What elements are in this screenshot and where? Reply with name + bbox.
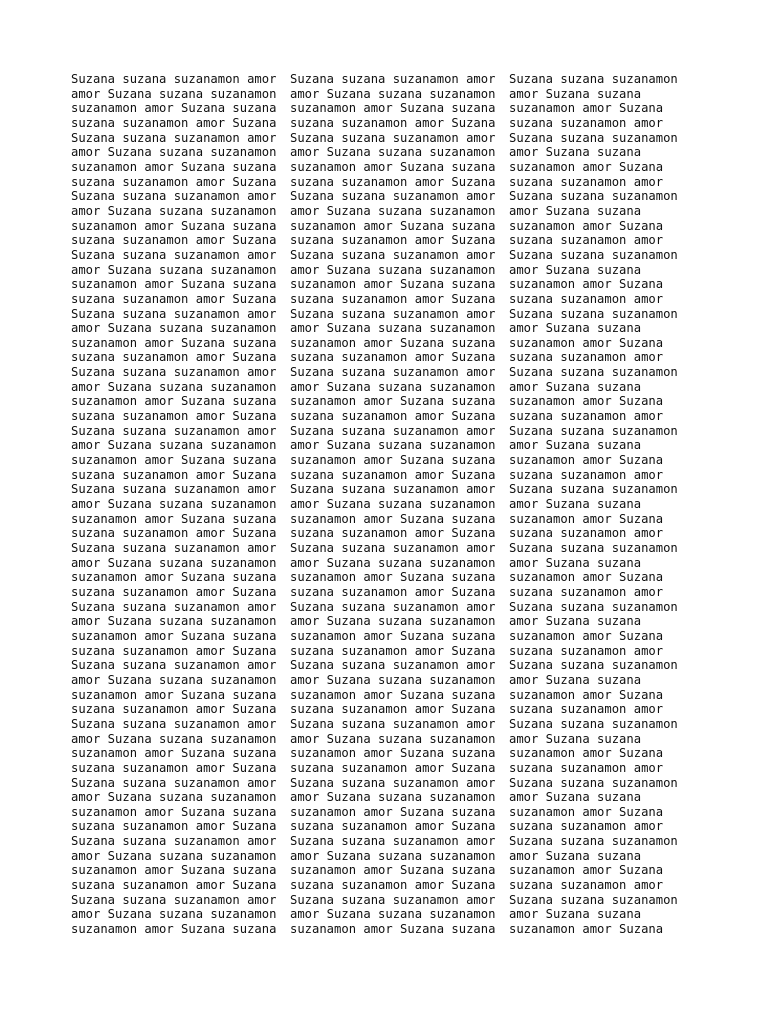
- text-line: suzana suzanamon amor: [509, 878, 664, 893]
- text-line: Suzana suzana suzanamon amor: [290, 834, 496, 849]
- text-column-1: [71, 72, 276, 937]
- text-line: suzanamon amor Suzana suzana: [71, 863, 277, 878]
- text-line: suzanamon amor Suzana suzana: [290, 922, 496, 937]
- text-line: suzanamon amor Suzana: [509, 394, 664, 409]
- text-line: amor Suzana suzana: [509, 497, 642, 512]
- text-line: suzanamon amor Suzana: [509, 453, 664, 468]
- text-line: Suzana suzana suzanamon: [509, 72, 678, 86]
- text-line: suzanamon amor Suzana: [509, 335, 664, 350]
- text-line: suzana suzanamon amor: [509, 584, 664, 599]
- text-line: suzana suzanamon amor: [509, 115, 664, 130]
- text-line: suzana suzanamon amor Suzana: [290, 350, 496, 365]
- text-line: amor Suzana suzana suzanamon: [290, 86, 496, 101]
- text-line: suzanamon amor Suzana suzana: [71, 159, 277, 174]
- text-line: amor Suzana suzana: [509, 145, 642, 160]
- text-line: Suzana suzana suzanamon amor: [290, 541, 496, 555]
- text-line: suzana suzanamon amor Suzana: [71, 291, 277, 306]
- text-line: amor Suzana suzana suzanamon: [290, 731, 496, 746]
- text-line: suzanamon amor Suzana suzana: [71, 687, 277, 702]
- text-line: suzanamon amor Suzana suzana: [290, 159, 496, 174]
- text-line: amor Suzana suzana suzanamon: [71, 497, 277, 512]
- text-line: suzanamon amor Suzana suzana: [290, 394, 496, 409]
- text-line: Suzana suzana suzanamon amor: [71, 892, 277, 907]
- text-line: amor Suzana suzana suzanamon: [290, 379, 496, 394]
- text-line: amor Suzana suzana suzanamon: [290, 203, 496, 218]
- text-line: suzana suzanamon amor Suzana: [71, 760, 277, 775]
- text-line: suzana suzanamon amor: [509, 643, 664, 658]
- text-line: Suzana suzana suzanamon amor: [71, 716, 277, 731]
- text-line: suzanamon amor Suzana suzana: [290, 453, 496, 468]
- text-line: amor Suzana suzana suzanamon: [71, 848, 277, 863]
- text-line: amor Suzana suzana suzanamon: [71, 438, 277, 453]
- text-line: suzanamon amor Suzana suzana: [71, 218, 277, 233]
- text-line: amor Suzana suzana: [509, 86, 642, 101]
- text-line: Suzana suzana suzanamon amor: [290, 658, 496, 673]
- text-line: suzanamon amor Suzana: [509, 687, 664, 702]
- text-line: amor Suzana suzana suzanamon: [290, 614, 496, 629]
- text-line: suzanamon amor Suzana suzana: [290, 277, 496, 292]
- text-line: suzana suzanamon amor Suzana: [290, 878, 496, 893]
- text-line: amor Suzana suzana: [509, 790, 642, 805]
- text-line: amor Suzana suzana suzanamon: [290, 672, 496, 687]
- text-line: Suzana suzana suzanamon: [509, 834, 678, 849]
- text-line: suzanamon amor Suzana suzana: [290, 570, 496, 585]
- text-line: suzana suzanamon amor Suzana: [290, 643, 496, 658]
- text-line: Suzana suzana suzanamon amor: [290, 716, 496, 731]
- text-column-3: [509, 72, 678, 937]
- text-line: suzana suzanamon amor Suzana: [71, 233, 277, 248]
- text-line: suzanamon amor Suzana suzana: [71, 922, 277, 937]
- text-line: suzana suzanamon amor Suzana: [71, 526, 277, 541]
- text-line: amor Suzana suzana suzanamon: [290, 262, 496, 277]
- text-line: amor Suzana suzana suzanamon: [71, 731, 277, 746]
- text-line: suzanamon amor Suzana suzana: [290, 511, 496, 526]
- text-line: amor Suzana suzana suzanamon: [71, 614, 277, 629]
- text-line: Suzana suzana suzanamon: [509, 716, 678, 731]
- text-line: suzanamon amor Suzana: [509, 218, 664, 233]
- text-line: suzanamon amor Suzana suzana: [290, 335, 496, 350]
- text-line: suzana suzanamon amor: [509, 233, 664, 248]
- text-line: suzana suzanamon amor Suzana: [290, 174, 496, 189]
- text-line: suzanamon amor Suzana: [509, 511, 664, 526]
- text-line: Suzana suzana suzanamon amor: [290, 892, 496, 907]
- text-line: Suzana suzana suzanamon amor: [71, 834, 277, 849]
- text-line: suzana suzanamon amor: [509, 174, 664, 189]
- text-line: suzana suzanamon amor: [509, 350, 664, 365]
- text-line: amor Suzana suzana suzanamon: [290, 907, 496, 922]
- text-line: amor Suzana suzana suzanamon: [290, 848, 496, 863]
- text-line: suzanamon amor Suzana suzana: [290, 804, 496, 819]
- text-line: suzanamon amor Suzana: [509, 159, 664, 174]
- text-line: suzanamon amor Suzana suzana: [71, 277, 277, 292]
- text-line: Suzana suzana suzanamon amor: [290, 775, 496, 790]
- text-line: amor Suzana suzana: [509, 672, 642, 687]
- text-line: Suzana suzana suzanamon amor: [71, 130, 277, 145]
- text-line: Suzana suzana suzanamon amor: [71, 423, 277, 438]
- text-line: Suzana suzana suzanamon amor: [71, 247, 277, 262]
- text-line: suzana suzanamon amor Suzana: [290, 291, 496, 306]
- text-line: suzana suzanamon amor Suzana: [71, 174, 277, 189]
- text-line: amor Suzana suzana suzanamon: [290, 790, 496, 805]
- text-line: suzanamon amor Suzana: [509, 101, 664, 116]
- text-line: amor Suzana suzana suzanamon: [71, 790, 277, 805]
- text-line: Suzana suzana suzanamon: [509, 482, 678, 497]
- text-line: Suzana suzana suzanamon: [509, 599, 678, 614]
- text-line: Suzana suzana suzanamon amor: [290, 482, 496, 497]
- text-line: amor Suzana suzana: [509, 848, 642, 863]
- text-line: suzanamon amor Suzana suzana: [290, 101, 496, 116]
- text-line: suzana suzanamon amor Suzana: [290, 702, 496, 717]
- text-line: suzanamon amor Suzana suzana: [290, 628, 496, 643]
- text-line: amor Suzana suzana: [509, 438, 642, 453]
- text-line: suzana suzanamon amor Suzana: [71, 584, 277, 599]
- text-line: suzana suzanamon amor Suzana: [290, 584, 496, 599]
- text-line: suzana suzanamon amor Suzana: [290, 467, 496, 482]
- text-line: Suzana suzana suzanamon amor: [290, 130, 496, 145]
- text-line: Suzana suzana suzanamon: [509, 541, 678, 555]
- text-line: Suzana suzana suzanamon: [509, 775, 678, 790]
- text-line: amor Suzana suzana suzanamon: [71, 321, 277, 336]
- text-line: suzana suzanamon amor Suzana: [71, 819, 277, 834]
- text-line: suzana suzanamon amor: [509, 409, 664, 424]
- text-line: suzanamon amor Suzana suzana: [290, 687, 496, 702]
- text-line: amor Suzana suzana suzanamon: [71, 86, 277, 101]
- text-line: suzanamon amor Suzana suzana: [71, 453, 277, 468]
- text-line: suzana suzanamon amor Suzana: [290, 233, 496, 248]
- text-line: amor Suzana suzana: [509, 907, 642, 922]
- text-line: suzana suzanamon amor: [509, 760, 664, 775]
- text-line: suzana suzanamon amor Suzana: [71, 643, 277, 658]
- text-line: suzanamon amor Suzana suzana: [290, 746, 496, 761]
- text-line: amor Suzana suzana suzanamon: [71, 203, 277, 218]
- text-line: suzana suzanamon amor: [509, 819, 664, 834]
- text-line: amor Suzana suzana: [509, 203, 642, 218]
- text-line: suzanamon amor Suzana suzana: [71, 101, 277, 116]
- text-line: amor Suzana suzana suzanamon: [290, 321, 496, 336]
- text-line: amor Suzana suzana suzanamon: [71, 379, 277, 394]
- text-line: Suzana suzana suzanamon amor: [71, 541, 277, 555]
- text-line: amor Suzana suzana suzanamon: [71, 555, 277, 570]
- text-line: Suzana suzana suzanamon amor: [71, 599, 277, 614]
- text-line: suzana suzanamon amor Suzana: [71, 878, 277, 893]
- text-line: suzanamon amor Suzana: [509, 863, 664, 878]
- text-line: amor Suzana suzana suzanamon: [71, 672, 277, 687]
- text-line: suzanamon amor Suzana: [509, 277, 664, 292]
- text-line: Suzana suzana suzanamon: [509, 130, 678, 145]
- text-line: Suzana suzana suzanamon amor: [71, 306, 277, 321]
- text-line: suzanamon amor Suzana suzana: [71, 804, 277, 819]
- text-line: suzanamon amor Suzana suzana: [71, 570, 277, 585]
- text-line: amor Suzana suzana: [509, 555, 642, 570]
- text-line: suzana suzanamon amor Suzana: [71, 115, 277, 130]
- text-line: Suzana suzana suzanamon: [509, 892, 678, 907]
- text-line: suzana suzanamon amor Suzana: [71, 702, 277, 717]
- text-line: suzanamon amor Suzana suzana: [71, 335, 277, 350]
- text-line: Suzana suzana suzanamon: [509, 365, 678, 380]
- text-line: suzanamon amor Suzana suzana: [290, 863, 496, 878]
- text-line: amor Suzana suzana: [509, 379, 642, 394]
- text-line: Suzana suzana suzanamon: [509, 247, 678, 262]
- text-line: suzanamon amor Suzana: [509, 804, 664, 819]
- text-line: Suzana suzana suzanamon amor: [290, 72, 496, 86]
- text-line: suzana suzanamon amor: [509, 526, 664, 541]
- text-line: amor Suzana suzana suzanamon: [290, 145, 496, 160]
- text-line: suzana suzanamon amor Suzana: [290, 819, 496, 834]
- text-line: suzanamon amor Suzana suzana: [71, 628, 277, 643]
- text-line: Suzana suzana suzanamon amor: [71, 365, 277, 380]
- text-line: suzana suzanamon amor Suzana: [290, 409, 496, 424]
- text-line: Suzana suzana suzanamon amor: [71, 658, 277, 673]
- text-line: suzana suzanamon amor: [509, 702, 664, 717]
- text-line: Suzana suzana suzanamon amor: [71, 775, 277, 790]
- text-line: amor Suzana suzana: [509, 262, 642, 277]
- text-line: Suzana suzana suzanamon: [509, 423, 678, 438]
- text-line: suzana suzanamon amor: [509, 291, 664, 306]
- text-line: suzanamon amor Suzana: [509, 628, 664, 643]
- text-line: amor Suzana suzana suzanamon: [290, 438, 496, 453]
- text-line: suzanamon amor Suzana: [509, 922, 664, 937]
- text-line: suzanamon amor Suzana: [509, 746, 664, 761]
- text-line: suzana suzanamon amor Suzana: [71, 409, 277, 424]
- text-line: suzana suzanamon amor Suzana: [290, 760, 496, 775]
- text-line: Suzana suzana suzanamon amor: [290, 306, 496, 321]
- text-line: suzanamon amor Suzana suzana: [71, 511, 277, 526]
- text-line: Suzana suzana suzanamon amor: [71, 189, 277, 204]
- text-line: suzanamon amor Suzana suzana: [71, 746, 277, 761]
- text-line: amor Suzana suzana suzanamon: [71, 907, 277, 922]
- text-column-2: [290, 72, 495, 937]
- text-line: suzana suzanamon amor Suzana: [290, 115, 496, 130]
- text-line: amor Suzana suzana suzanamon: [71, 145, 277, 160]
- text-line: suzana suzanamon amor Suzana: [71, 350, 277, 365]
- text-line: Suzana suzana suzanamon amor: [290, 189, 496, 204]
- text-line: amor Suzana suzana suzanamon: [290, 555, 496, 570]
- text-line: Suzana suzana suzanamon: [509, 658, 678, 673]
- text-line: amor Suzana suzana: [509, 321, 642, 336]
- text-line: suzana suzanamon amor Suzana: [290, 526, 496, 541]
- text-line: Suzana suzana suzanamon amor: [290, 423, 496, 438]
- text-line: amor Suzana suzana suzanamon: [290, 497, 496, 512]
- text-line: suzanamon amor Suzana suzana: [290, 218, 496, 233]
- text-line: Suzana suzana suzanamon amor: [71, 72, 277, 86]
- text-line: amor Suzana suzana: [509, 614, 642, 629]
- text-line: amor Suzana suzana suzanamon: [71, 262, 277, 277]
- text-line: amor Suzana suzana: [509, 731, 642, 746]
- text-line: suzanamon amor Suzana suzana: [71, 394, 277, 409]
- text-line: Suzana suzana suzanamon: [509, 306, 678, 321]
- text-line: suzana suzanamon amor: [509, 467, 664, 482]
- text-line: Suzana suzana suzanamon amor: [290, 247, 496, 262]
- text-line: suzana suzanamon amor Suzana: [71, 467, 277, 482]
- text-line: Suzana suzana suzanamon amor: [290, 365, 496, 380]
- text-line: Suzana suzana suzanamon amor: [290, 599, 496, 614]
- text-line: Suzana suzana suzanamon amor: [71, 482, 277, 497]
- text-line: suzanamon amor Suzana: [509, 570, 664, 585]
- text-line: Suzana suzana suzanamon: [509, 189, 678, 204]
